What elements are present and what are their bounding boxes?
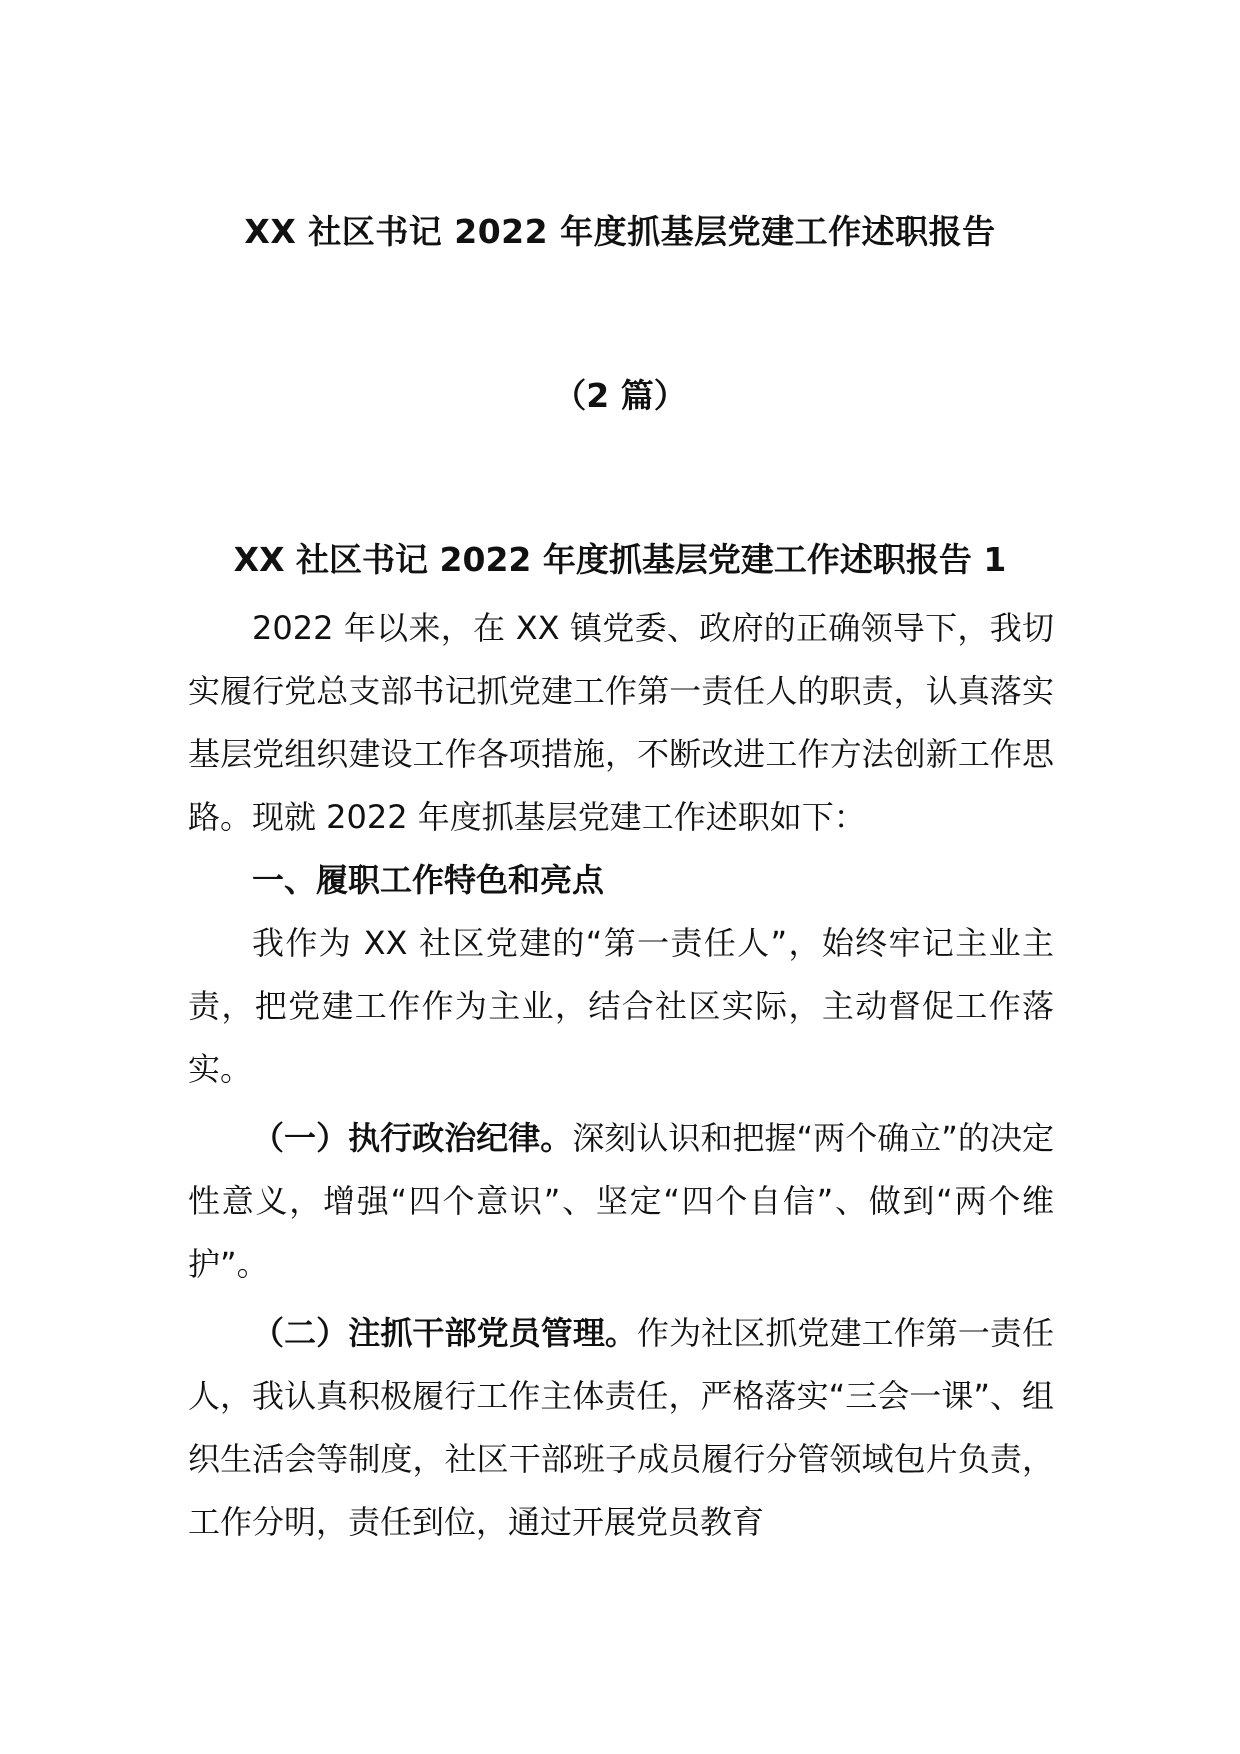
intro-paragraph: 2022 年以来，在 XX 镇党委、政府的正确领导下，我切实履行党总支部书记抓党建工作第一责任人的职责，认真落实基层党组织建设工作各项措施，不断改进工作方法创新工作思路。现就 2022 年度抓基层党建工作述职如下： xyxy=(188,609,1054,836)
item-2-lead: （二）注抓干部党员管理。 xyxy=(252,1314,637,1352)
item-2-paragraph xyxy=(188,1302,1054,1554)
document-subtitle: （2 篇） xyxy=(553,376,687,415)
document-body xyxy=(188,597,1054,1554)
heading-1: 一、履职工作特色和亮点 xyxy=(252,861,605,899)
paragraph-1: 我作为 XX 社区党建的“第一责任人”，始终牢记主业主责，把党建工作作为主业，结合社区实际，主动督促工作落实。 xyxy=(188,924,1054,1088)
item-1-text: 深刻认识和把握“两个确立”的决定性意义，增强“四个意识”、坚定“四个自信”、做到“两个维护”。 xyxy=(188,1119,1054,1283)
document-title: XX 社区书记 2022 年度抓基层党建工作述职报告 xyxy=(244,212,996,251)
item-2-text: 作为社区抓党建工作第一责任人，我认真积极履行工作主体责任，严格落实“三会一课”、组织生活会等制度，社区干部班子成员履行分管领域包片负责，工作分明，责任到位，通过开展党员教育 xyxy=(188,1314,1054,1541)
section-title: XX 社区书记 2022 年度抓基层党建工作述职报告 1 xyxy=(233,540,1007,579)
item-1-lead: （一）执行政治纪律。 xyxy=(252,1119,573,1157)
item-1-paragraph xyxy=(188,1107,1054,1296)
